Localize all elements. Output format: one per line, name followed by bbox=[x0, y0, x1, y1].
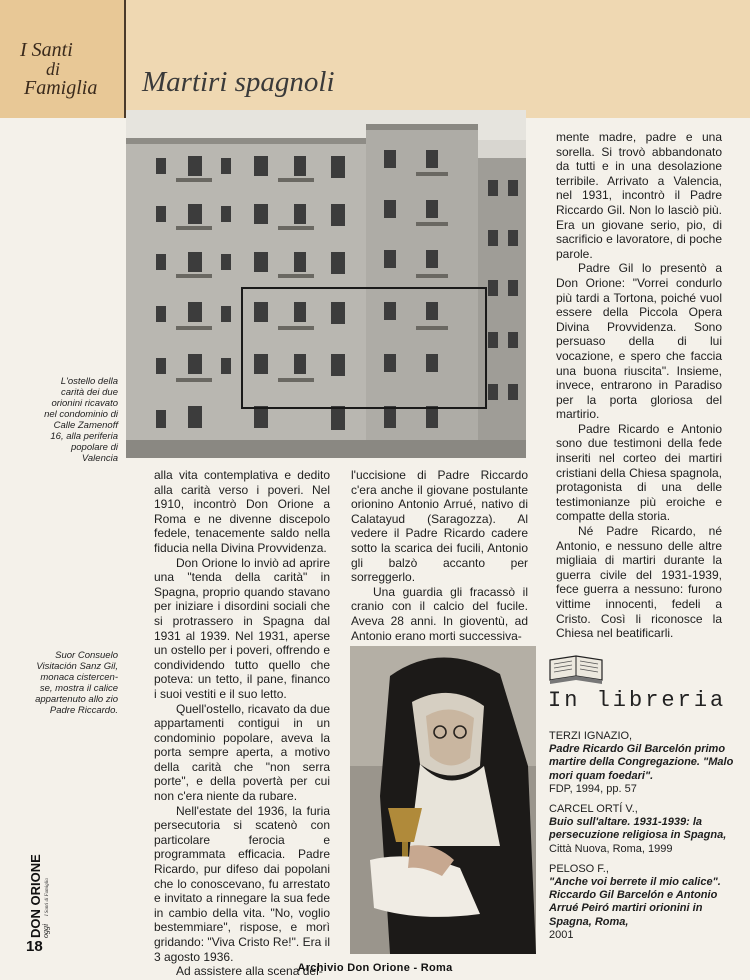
paragraph: Padre Gil lo presentò a Don Orione: "Vorrei condurlo più tardi a Tortona, poiché vuol essere della Piccola Opera Divina Provvidenza. Sono persuaso della di lui vocazione, e spero che faccia una buona riuscita". Insieme, invece, entrarono in Paradiso per la porta gloriosa del martirio. bbox=[556, 261, 722, 422]
caption-line: popolare di bbox=[70, 442, 118, 453]
archive-credit: Archivio Don Orione - Roma bbox=[297, 962, 453, 974]
paragraph: mente madre, padre e una sorella. Si trovò abbandonato da tutti e in una desolazione terribile. Arrivato a Valencia, nel 1931, incontrò il Padre Riccardo Gil. Non lo lasciò più. Era un giovane serio, pio, di sacrificio e lavoratore, di poche parole. bbox=[556, 130, 722, 261]
article-column-2 bbox=[351, 468, 528, 643]
caption-line: Visitación Sanz Gil, bbox=[36, 661, 118, 672]
nun-photo bbox=[350, 646, 536, 954]
caption-line: Suor Consuelo bbox=[55, 650, 118, 661]
caption-line: 16, alla periferia bbox=[50, 431, 118, 442]
caption-line: nel condominio di bbox=[44, 409, 118, 420]
logo-line-1: I Santi bbox=[20, 39, 73, 61]
book-title: "Anche voi berrete il mio calice". Riccardo Gil Barcelón e Antonio Arrué Peiró martiri orionini in Spagna, Roma, bbox=[549, 876, 721, 928]
caption-line: monaca cistercen- bbox=[40, 672, 118, 683]
caption-line: Valencia bbox=[81, 453, 118, 464]
building-photo bbox=[126, 110, 526, 458]
book-title: Buio sull'altare. 1931-1939: la persecuzione religiosa in Spagna, bbox=[549, 816, 727, 842]
paragraph: alla vita contemplativa e dedito alla carità verso i poveri. Nel 1910, incontrò Don Orione a Roma e ne divenne discepolo fedele, tenacemente saldo nella fiducia nella Divina Provvidenza. bbox=[154, 468, 330, 555]
paragraph: l'uccisione di Padre Riccardo c'era anche il giovane postulante orionino Antonio Arrué, nativo di Calatayud (Saragozza). Al vedere il Padre Ricardo cadere sotto la scarica dei fucili, Antonio gli balzò accanto per sorreggerlo. bbox=[351, 468, 528, 585]
logo-line-2: di bbox=[46, 59, 61, 79]
article-title: Martiri spagnoli bbox=[142, 66, 335, 98]
book-author: CARCEL ORTÍ V., bbox=[549, 803, 638, 816]
paragraph: Quell'ostello, ricavato da due appartamenti contigui in un condominio popolare, aveva la porta sempre aperta, a motivo della carità che "non serra porte", e della povertà per cui non c'era niente da rubare. bbox=[154, 701, 330, 804]
book-entry bbox=[549, 803, 739, 856]
caption-line: orionini ricavato bbox=[51, 398, 118, 409]
paragraph: Don Orione lo inviò ad aprire una "tenda della carità" in Spagna, proprio quando stavano per iniziare i disordini sociali che si protrassero in Spagna dal 1931 al 1939. Nel 1931, aperse un ostello per i poveri, offrendo e condividendo tutto quello che poteva: un tetto, il pane, financo i suoi vestiti e il suo letto. bbox=[154, 555, 330, 701]
book-publisher: Città Nuova, Roma, 1999 bbox=[549, 842, 673, 855]
paragraph: Né Padre Ricardo, né Antonio, e nessuno delle altre migliaia di martiri durante la guerra civile del 1931-1939, fece guerra a nessuno: furono vittime innocenti, fedeli a Cristo. Così li riconosce la Chiesa nel beatificarli. bbox=[556, 524, 722, 641]
caption-line: L'ostello della bbox=[60, 376, 118, 387]
masthead-section: I Santi di Famiglia bbox=[45, 878, 50, 916]
book-title: Padre Ricardo Gil Barcelón primo martire della Congregazione. "Malo mori quam foedari". bbox=[549, 743, 734, 782]
caption-line: Calle Zamenoff bbox=[53, 420, 118, 431]
book-author: TERZI IGNAZIO, bbox=[549, 730, 633, 742]
nun-photo-caption bbox=[10, 650, 118, 716]
paragraph: Padre Ricardo e Antonio sono due testimoni della fede inseriti nel corteo dei martiri cristiani della Chiesa spagnola, protagonista di una delle testimonianze più eroiche e compatte della storia. bbox=[556, 421, 722, 524]
book-author: PELOSO F., bbox=[549, 862, 609, 875]
book-entry bbox=[549, 863, 739, 942]
paragraph: Una guardia gli fracassò il cranio con il calcio del fucile. Aveva 28 anni. In gioventù, ad Antonio erano morti successiva- bbox=[351, 584, 528, 643]
library-section-title: In libreria bbox=[548, 688, 727, 713]
book-publisher: 2001 bbox=[549, 928, 574, 941]
magazine-masthead bbox=[26, 830, 50, 940]
article-column-1 bbox=[154, 468, 330, 979]
book-publisher: FDP, 1994, pp. 57 bbox=[549, 782, 637, 795]
caption-line: carità dei due bbox=[60, 387, 118, 398]
paragraph: Ad assistere alla scena del- bbox=[176, 964, 323, 979]
header-divider bbox=[124, 0, 126, 118]
masthead-title: DON ORIONE bbox=[28, 854, 43, 938]
caption-line: se, mostra il calice bbox=[39, 683, 118, 694]
book-list bbox=[549, 730, 739, 949]
paragraph: Nell'estate del 1936, la furia persecutoria si scatenò con particolare ferocia e programmata efficacia. Padre Ricardo, pur difeso dai popolani che lo conoscevano, fu arrestato e invitato a rinnegare la sua fede in cambio della vita. "No, voglio bestemmiare", rispose, e morì gridando: "Viva Cristo Re!". Era il 3 agosto 1936. bbox=[154, 803, 330, 964]
book-entry bbox=[549, 730, 739, 796]
section-logo bbox=[20, 40, 120, 98]
page-number: 18 bbox=[26, 938, 43, 955]
masthead-subtitle: oggi bbox=[41, 923, 50, 938]
article-column-3 bbox=[556, 130, 722, 641]
logo-line-3: Famiglia bbox=[24, 77, 98, 99]
caption-line: appartenuto allo zio bbox=[35, 694, 118, 705]
open-book-icon bbox=[548, 652, 604, 686]
building-photo-caption bbox=[10, 376, 118, 464]
caption-line: Padre Riccardo. bbox=[49, 705, 118, 716]
